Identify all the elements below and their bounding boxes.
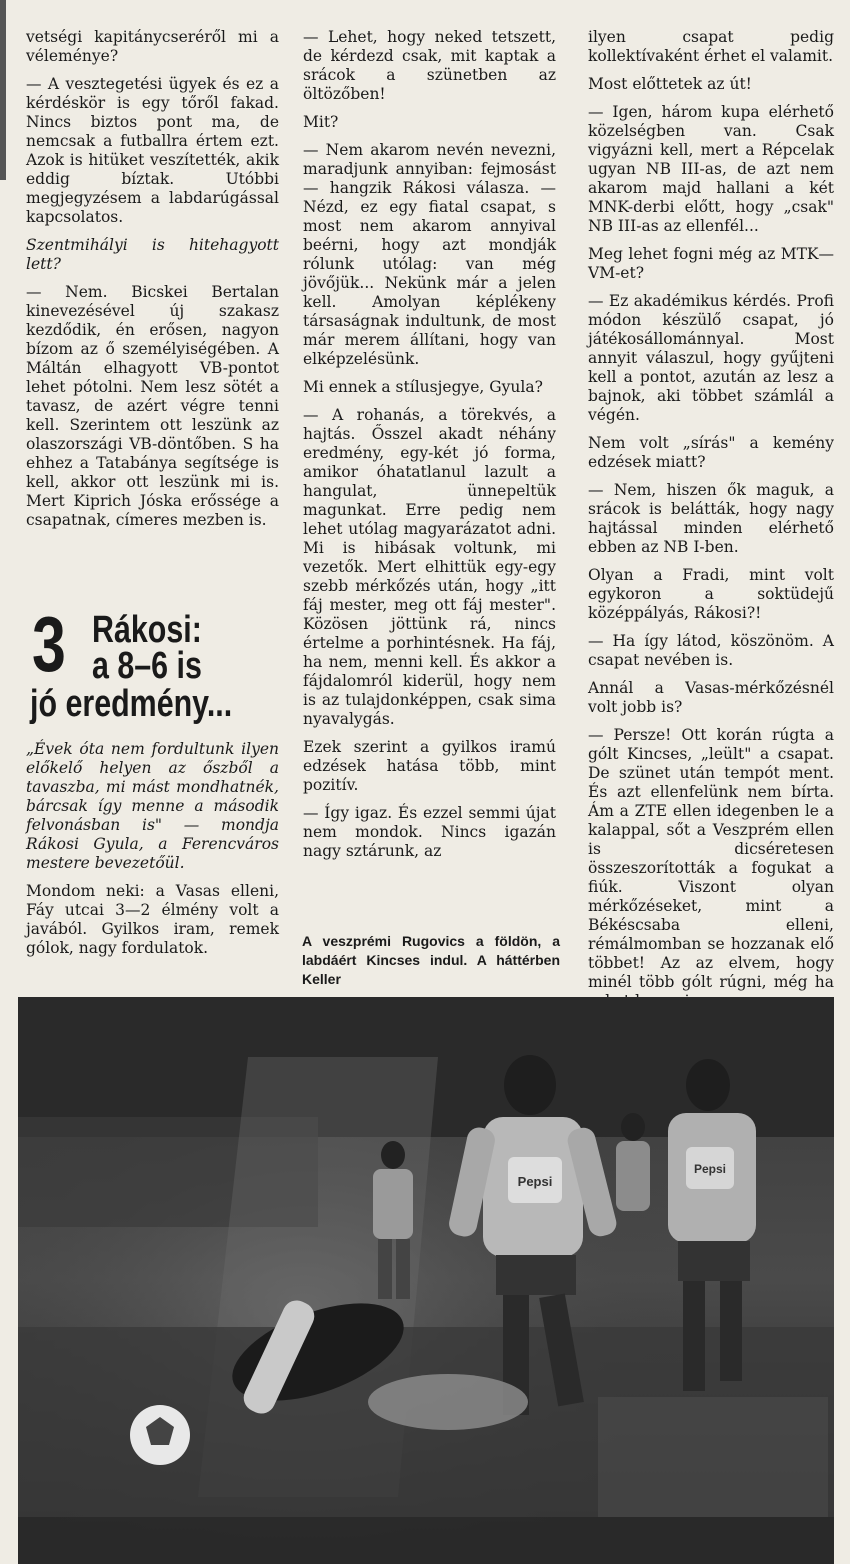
- col3-para-11: — Persze! Ott korán rúgta a gólt Kincses, „leült" a csapat. De szünet után tempót ment. És azt ellenfelünk nem bírta. Ám a ZTE ellen idegenben le a kalappal, sőt a Veszprém ellen is dicséretesen összeszorították a fogukat a fiúk. Viszont olyan mérkőzéseket, mint a Békéscsaba elleni, rémálmomban se hozzanak elő többet! Az az elvem, hogy minél több gólt rúgni, még ha: [588, 726, 834, 991]
- article-intro: „Évek óta nem fordultunk ilyen előkelő helyen az őszből a tavaszba, mi mást mondhatnék, bárcsak így menne a második felvonásban is" — mondja Rákosi Gyula, a Ferencváros mestere bevezetőül.: [26, 740, 279, 872]
- photo-caption: A veszprémi Rugovics a földön, a labdáért Kincses indul. A háttérben Keller: [302, 933, 560, 987]
- headline-line-1: Rákosi:: [92, 609, 202, 651]
- column-2: [303, 28, 556, 870]
- col1-para-2: — A vesztegetési ügyek és ez a kérdéskör is egy tőről fakad. Nincs biztos pont ma, de nemcsak a futballra értem ezt. Azok is hitüket veszítették, akik eddig bíztak. Utóbbi megjegyzésem a labdarúgással kapcsolatos.: [26, 75, 279, 226]
- col2-para-4: Mi ennek a stílusjegye, Gyula?: [303, 378, 543, 396]
- col2-para-1: — Lehet, hogy neked tetszett, de kérdezd csak, mit kaptak a srácok a szünetben az öltözőben!: [303, 28, 556, 103]
- col3-para-5: — Ez akadémikus kérdés. Profi módon készülő csapat, jó játékosállománnyal. Most annyit válaszul, hogy gyűjteni kell a pontot, azután az lesz a bajnok, aki többet számlál a végén.: [588, 292, 834, 424]
- col3-para-2: Most előttetek az út!: [588, 75, 752, 93]
- match-photo: [18, 997, 834, 1564]
- col3-para-9: — Ha így látod, köszönöm. A csapat nevében is.: [588, 632, 834, 669]
- column-1: [26, 28, 279, 539]
- football: [130, 1405, 190, 1465]
- col3-para-6: Nem volt „sírás" a kemény edzések miatt?: [588, 434, 834, 471]
- headline-number: 3: [32, 600, 66, 688]
- col3-para-8: Olyan a Fradi, mint volt egykoron a soktüdejű középpályás, Rákosi?!: [588, 566, 834, 622]
- shirt-logo-2: Pepsi: [693, 1162, 727, 1176]
- col2-para-2: Mit?: [303, 113, 339, 131]
- col3-para-4: Meg lehet fogni még az MTK—VM-et?: [588, 245, 834, 282]
- col1-question: Szentmihályi is hitehagyott lett?: [26, 236, 279, 273]
- col3-para-3: — Igen, három kupa elérhető közelségben van. Csak vigyázni kell, mert a Répcelak ugyan NB III-as, de azt nem akarom majd hallani a két MNK-derbi előtt, hogy „csak" NB III-as az ellenfél...: [588, 103, 834, 235]
- col3-para-10: Annál a Vasas-mérkőzésnél volt jobb is?: [588, 679, 834, 716]
- col2-para-7: — Így igaz. És ezzel semmi újat nem mondok. Nincs igazán nagy sztárunk, az: [303, 804, 556, 860]
- headline-line-3: jó eredmény...: [30, 683, 233, 725]
- col1-para-4: — Nem. Bicskei Bertalan kinevezésével új szakasz kezdődik, én erősen, nagyon bízom az ő személyiségében. A Máltán elhagyott VB-pontot lehet pótolni. Nem lesz sötét a tavasz, de azért végre tenni kell. Szerintem ott leszünk az olaszországi VB-döntőben. S ha ehhez a Tatabánya segítsége is kell, akkor ott leszünk mi is. Mert Kiprich Jóska erőssége a csapatnak, címeres mezben is.: [26, 283, 279, 529]
- col1b-para-2: Mondom neki: a Vasas elleni, Fáy utcai 3—2 élmény volt a javából. Gyilkos iram, remek gólok, nagy fordulatok.: [26, 882, 279, 957]
- col3-para-1: ilyen csapat pedig kollektívaként érhet el valamit.: [588, 28, 834, 65]
- column-3: [588, 28, 834, 1020]
- col1-para-1: vetségi kapitánycseréről mi a véleménye?: [26, 28, 279, 65]
- col2-para-5: — A rohanás, a törekvés, a hajtás. Ősszel akadt néhány eredmény, egy-két jó forma, amikor óhatatlanul lazult a hangulat, ünnepeltük magunkat. Erre pedig nem lehet utólag magyarázatot adni. Mi is hibásak voltunk, mi vezetők. Mert elhittük egy-egy szebb mérkőzés után, hogy „itt fáj mester, meg ott fáj mester". Közösen jöttünk rá, nincs értelme a porhintésnek. Ha fáj, ha nem, menni kell. És akkor a fájdalomról kiderül, hogy nem is az tulajdonképpen, csak sima nyavalygás.: [303, 406, 556, 728]
- player-far-right: [616, 1113, 650, 1211]
- photo-illustration: [18, 997, 834, 1564]
- col2-para-6: Ezek szerint a gyilkos iramú edzések hatása több, mint pozitív.: [303, 738, 556, 794]
- page-edge-mark: [0, 0, 6, 180]
- col3-para-7: — Nem, hiszen ők maguk, a srácok is belátták, hogy nagy hajtással minden elérhető ebben az NB I-ben.: [588, 481, 834, 556]
- col2-para-3: — Nem akarom nevén nevezni, maradjunk annyiban: fejmosást — hangzik Rákosi válasza. — Nézd, ez egy fiatal csapat, s most nem akarom annyival beérni, hogy azt mondják rólunk utólag: van még jövőjük... Nekünk már a jelen kell. Amolyan képlékeny társaságnak indultunk, de most már merem állítani, hogy van elképzelésünk.: [303, 141, 556, 368]
- article-headline: [30, 600, 280, 728]
- shirt-logo-1: Pepsi: [517, 1174, 553, 1189]
- headline-line-2: a 8–6 is: [92, 645, 202, 687]
- column-1-lower: [26, 740, 279, 967]
